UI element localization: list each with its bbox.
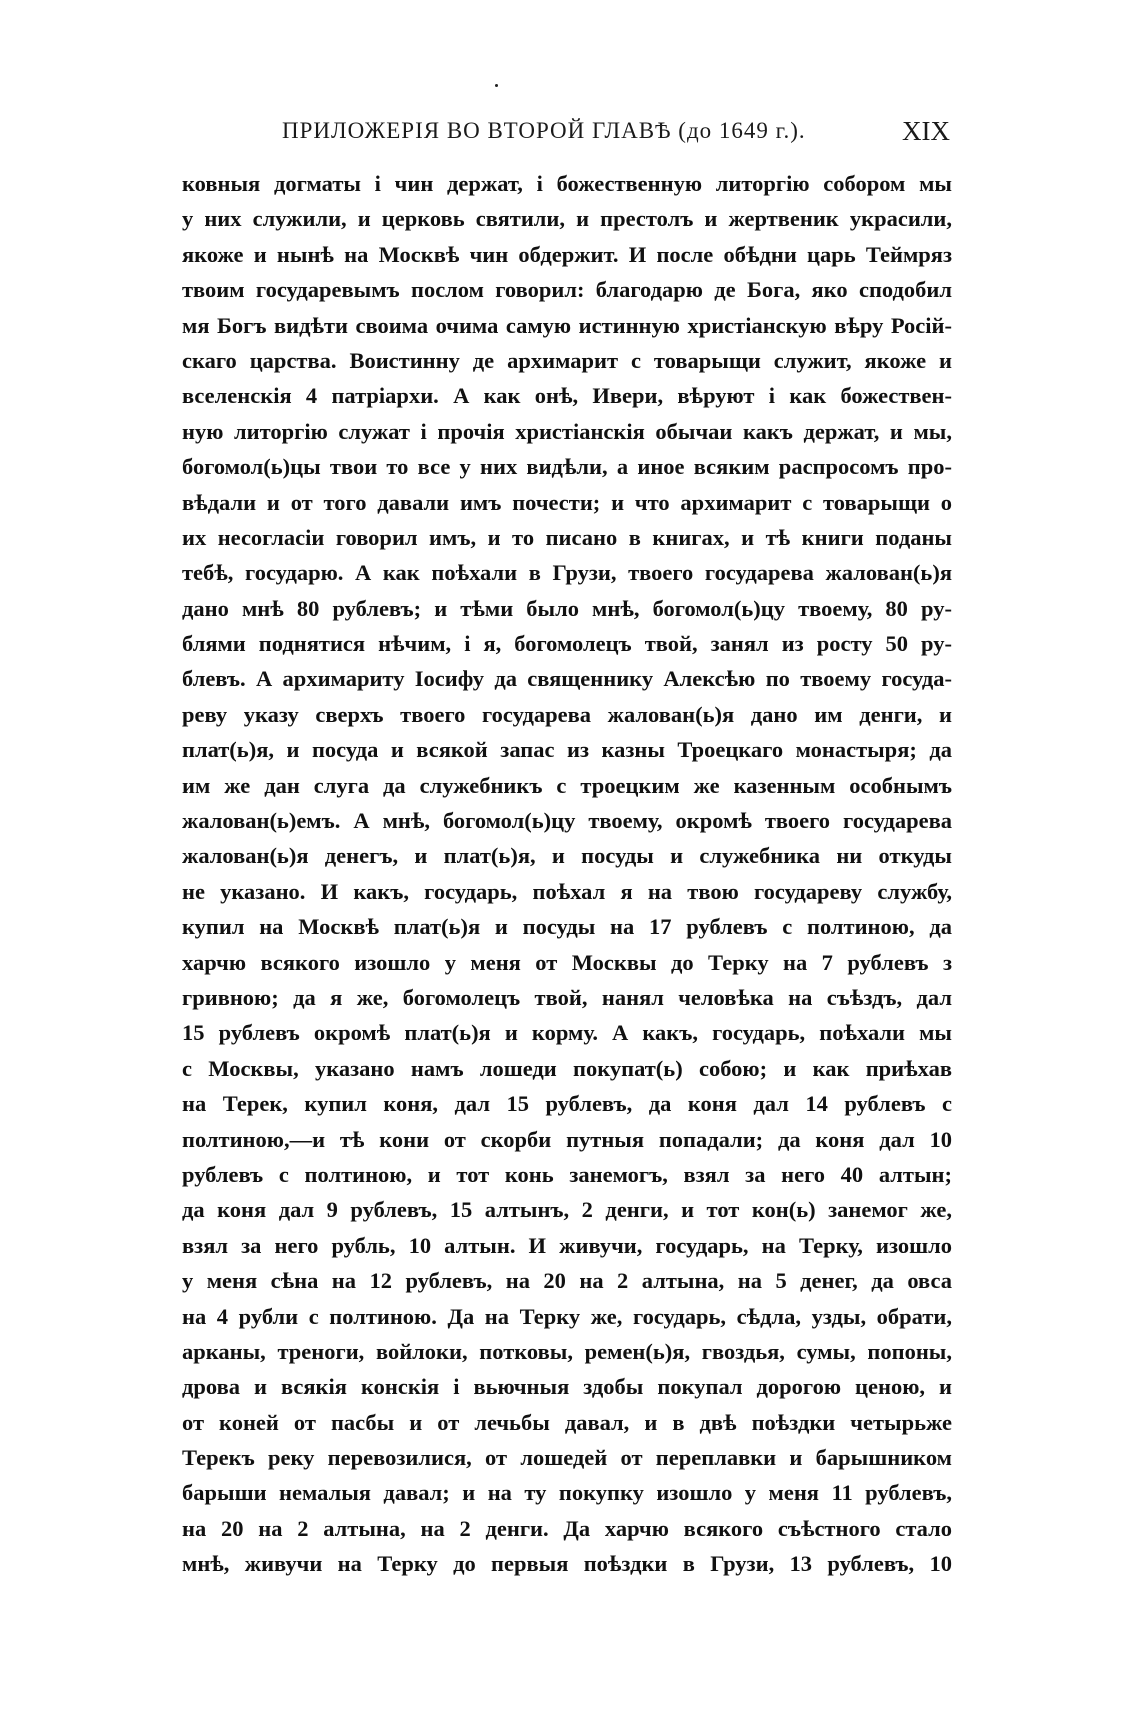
running-header-title: ПРИЛОЖЕРІЯ ВО ВТОРОЙ ГЛАВѢ (до 1649 г.). bbox=[282, 118, 806, 143]
text-line: мнѣ, живучи на Терку до первыя поѣздки в Грузи, 13 рублевъ, 10 bbox=[182, 1551, 952, 1577]
text-line: у них служили, и церковь святили, и престолъ и жертвеник украсили, bbox=[182, 206, 952, 232]
text-line: да коня дал 9 рублевъ, 15 алтынъ, 2 денги, и тот кон(ь) занемог же, bbox=[182, 1197, 952, 1223]
text-line: плат(ь)я, и посуда и всякой запас из казны Троецкаго монастыря; да bbox=[182, 737, 952, 763]
text-line: с Москвы, указано намъ лошеди покупат(ь) собою; и как приѣхав bbox=[182, 1055, 952, 1081]
text-line: их несогласіи говорил имъ, и то писано в книгах, и тѣ книги поданы bbox=[182, 524, 952, 550]
text-line: вселенскія 4 патріархи. А как онѣ, Ивери, вѣруют і как божествен- bbox=[182, 383, 952, 409]
text-line: харчю всякого изошло у меня от Москвы до Терку на 7 рублевъ з bbox=[182, 949, 952, 975]
text-line: на 4 рубли с полтиною. Да на Терку же, государь, сѣдла, узды, обрати, bbox=[182, 1303, 952, 1329]
text-line: блями поднятися нѣчим, і я, богомолецъ твой, занял из росту 50 ру- bbox=[182, 631, 952, 657]
text-line: не указано. И какъ, государь, поѣхал я на твою государеву службу, bbox=[182, 878, 952, 904]
text-line: реву указу сверхъ твоего государева жалован(ь)я дано им денги, и bbox=[182, 701, 952, 727]
body-text bbox=[182, 166, 952, 1582]
text-line: на 20 на 2 алтына, на 2 денги. Да харчю всякого съѣстного стало bbox=[182, 1515, 952, 1541]
text-line: блевъ. А архимариту Іосифу да священнику Алексѣю по твоему госуда- bbox=[182, 666, 952, 692]
text-line: богомол(ь)цы твои то все у них видѣли, а иное всяким распросомъ про- bbox=[182, 454, 952, 480]
text-line: 15 рублевъ окромѣ плат(ь)я и корму. А какъ, государь, поѣхали мы bbox=[182, 1020, 952, 1046]
text-line: якоже и нынѣ на Москвѣ чин обдержит. И после обѣдни царь Теймряз bbox=[182, 241, 952, 267]
text-line: от коней от пасбы и от лечьбы давал, и в двѣ поѣздки четырьже bbox=[182, 1409, 952, 1435]
text-line: ковныя догматы і чин держат, і божественную литоргію собором мы bbox=[182, 171, 952, 196]
text-line: дано мнѣ 80 рублевъ; и тѣми было мнѣ, богомол(ь)цу твоему, 80 ру- bbox=[182, 595, 952, 621]
text-line: дрова и всякія конскія і вьючныя здобы покупал дорогою ценою, и bbox=[182, 1374, 952, 1400]
text-line: вѣдали и от того давали имъ почести; и что архимарит с товарыщи о bbox=[182, 489, 952, 515]
text-line: жалован(ь)я денегъ, и плат(ь)я, и посуды и служебника ни откуды bbox=[182, 843, 952, 869]
text-line: ную литоргію служат і прочія христіанскія обычаи какъ держат, и мы, bbox=[182, 418, 952, 444]
text-line: гривною; да я же, богомолецъ твой, нанял человѣка на съѣздъ, дал bbox=[182, 984, 952, 1010]
text-line: Терекъ реку перевозилися, от лошедей от переплавки и барышником bbox=[182, 1445, 952, 1471]
text-line: жалован(ь)емъ. А мнѣ, богомол(ь)цу твоему, окромѣ твоего государева bbox=[182, 808, 952, 834]
text-line: полтиною,—и тѣ кони от скорби путныя попадали; да коня дал 10 bbox=[182, 1126, 952, 1152]
text-line: взял за него рубль, 10 алтын. И живучи, государь, на Терку, изошло bbox=[182, 1232, 952, 1258]
text-line: арканы, треноги, войлоки, потковы, ремен(ь)я, гвоздья, сумы, попоны, bbox=[182, 1338, 952, 1364]
text-line: тебѣ, государю. А как поѣхали в Грузи, твоего государева жалован(ь)я bbox=[182, 560, 952, 586]
text-line: твоим государевымъ послом говорил: благодарю де Бога, яко сподобил bbox=[182, 277, 952, 303]
text-line: рублевъ с полтиною, и тот конь занемогъ, взял за него 40 алтын; bbox=[182, 1161, 952, 1187]
text-line: на Терек, купил коня, дал 15 рублевъ, да коня дал 14 рублевъ с bbox=[182, 1091, 952, 1117]
text-line: мя Богъ видѣти своима очима самую истинную христіанскую вѣру Росій- bbox=[182, 312, 952, 338]
text-line: им же дан слуга да служебникъ с троецким же казенным особнымъ bbox=[182, 772, 952, 798]
stray-ink-dot bbox=[495, 84, 498, 87]
text-line: у меня сѣна на 12 рублевъ, на 20 на 2 алтына, на 5 денег, да овса bbox=[182, 1268, 952, 1294]
text-line: скаго царства. Воистинну де архимарит с товарыщи служит, якоже и bbox=[182, 347, 952, 373]
text-line: купил на Москвѣ плат(ь)я и посуды на 17 рублевъ с полтиною, да bbox=[182, 914, 952, 940]
page-number: XIX bbox=[902, 116, 950, 146]
running-header bbox=[250, 118, 950, 158]
text-line: барыши немалыя давал; и на ту покупку изошло у меня 11 рублевъ, bbox=[182, 1480, 952, 1506]
